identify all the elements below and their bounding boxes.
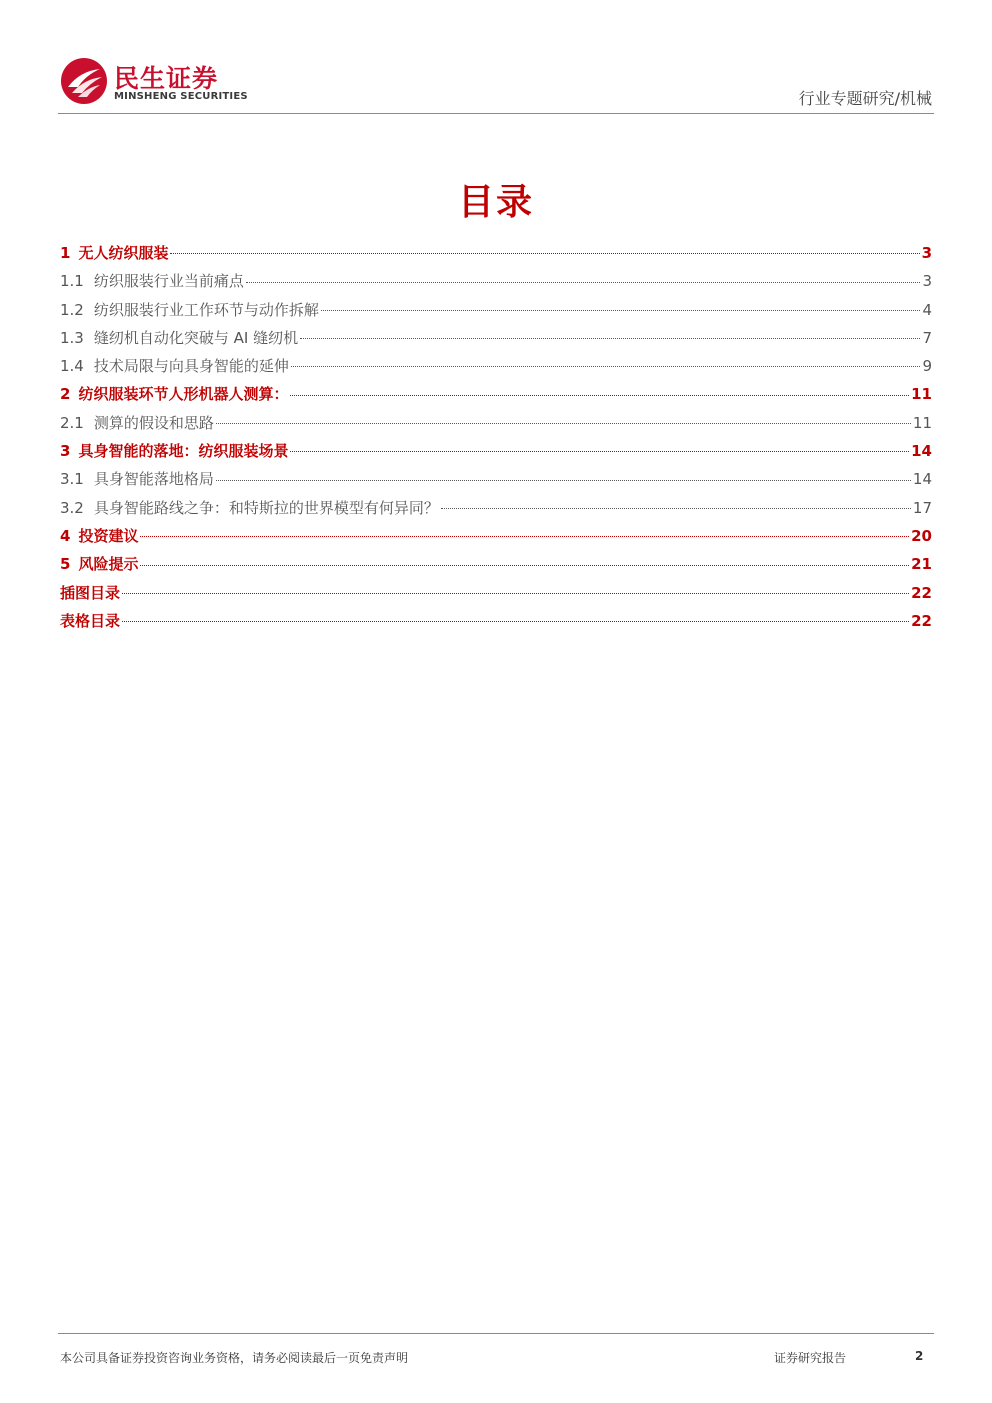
toc-entry-text: 测算的假设和思路 [93,413,214,432]
toc-entry[interactable] [60,550,932,578]
toc-entry-text: 风险提示 [78,555,139,574]
toc-entry-label [60,239,168,267]
footer-report-type: 证券研究报告 [774,1351,847,1365]
toc-entry-page: 3 [922,272,932,291]
toc-entry-number: 2 [60,385,71,404]
toc-entry-text: 插图目录 [60,583,121,602]
toc-dot-leader [122,620,909,622]
toc-entry-page: 22 [911,583,932,602]
logo-chinese-name: 民生证券 [114,64,219,93]
toc-dot-leader [290,450,909,452]
toc-entry[interactable] [60,352,932,380]
toc-entry-number: 1.3 [60,328,84,347]
toc-entry[interactable] [60,296,932,324]
toc-entry[interactable] [60,409,932,437]
logo-english-name: MINSHENG SECURITIES [114,91,248,102]
footer-disclaimer: 本公司具备证券投资咨询业务资格，请务必阅读最后一页免责声明 [60,1351,409,1365]
toc-entry-page: 7 [922,328,932,347]
toc-entry-label [60,550,138,578]
toc-dot-leader [246,281,921,283]
toc-entry-text: 表格目录 [60,611,121,630]
toc-entry-number: 5 [60,555,71,574]
toc-entry-text: 纺织服装环节人形机器人测算： [78,385,289,404]
toc-entry-text: 技术局限与向具身智能的延伸 [93,357,289,376]
toc-entry-text: 无人纺织服装 [78,244,169,262]
toc-dot-leader [170,252,919,254]
toc-entry-label [60,465,214,493]
toc-entry-label [60,579,120,607]
toc-dot-leader [291,365,921,367]
toc-entry-label [60,324,298,352]
toc-entry-text: 具身智能路线之争：和特斯拉的世界模型有何异同？ [93,498,439,517]
toc-entry-label [60,607,120,635]
toc-dot-leader [122,592,909,594]
toc-entry[interactable] [60,522,932,550]
minsheng-logo-icon [60,57,108,105]
toc-entry-label [60,409,214,437]
toc-entry-number: 4 [60,526,71,545]
company-logo [60,57,260,107]
toc-entry-number: 1.2 [60,300,84,319]
toc-entry-label [60,352,289,380]
toc-entry-page: 17 [912,498,932,517]
toc-entry-text: 具身智能的落地：纺织服装场景 [78,442,289,461]
table-of-contents [60,239,932,635]
toc-entry-page: 20 [911,526,932,545]
toc-entry-number: 3.2 [60,498,84,517]
toc-entry[interactable] [60,607,932,635]
toc-dot-leader [140,535,909,537]
toc-entry-page: 11 [912,413,932,432]
toc-entry-number: 2.1 [60,413,84,432]
toc-entry-page: 22 [911,611,932,630]
page-title: 目录 [457,182,534,223]
toc-entry[interactable] [60,437,932,465]
toc-entry-label [60,522,138,550]
toc-entry-page: 3 [921,244,932,262]
toc-entry-label [60,437,288,465]
report-category: 行业专题研究/机械 [798,89,932,108]
toc-entry-number: 1.1 [60,272,84,291]
footer-page-number: 2 [915,1349,924,1363]
toc-entry[interactable] [60,579,932,607]
toc-entry[interactable] [60,267,932,295]
toc-entry-text: 纺织服装行业工作环节与动作拆解 [93,300,319,319]
toc-entry[interactable] [60,324,932,352]
toc-entry[interactable] [60,380,932,408]
toc-entry-number: 1 [60,244,71,262]
toc-entry-text: 投资建议 [78,526,139,545]
toc-entry-text: 缝纫机自动化突破与 AI 缝纫机 [93,328,299,347]
toc-entry-page: 14 [911,442,932,461]
toc-entry-label [60,494,439,522]
toc-dot-leader [216,422,911,424]
toc-entry[interactable] [60,465,932,493]
toc-entry-page: 21 [911,555,932,574]
toc-entry-text: 纺织服装行业当前痛点 [93,272,244,291]
toc-dot-leader [321,309,921,311]
toc-entry-page: 11 [911,385,932,404]
toc-dot-leader [140,564,909,566]
toc-entry-label [60,380,288,408]
toc-dot-leader [300,337,920,339]
toc-dot-leader [441,507,911,509]
toc-entry-label [60,296,319,324]
toc-entry-page: 14 [912,470,932,489]
toc-entry-text: 具身智能落地格局 [93,470,214,489]
toc-entry-number: 1.4 [60,357,84,376]
toc-entry-page: 9 [922,357,932,376]
toc-entry-label [60,267,244,295]
toc-entry-number: 3.1 [60,470,84,489]
toc-entry[interactable] [60,494,932,522]
toc-entry-page: 4 [922,300,932,319]
toc-dot-leader [216,479,911,481]
toc-entry[interactable] [60,239,932,267]
toc-entry-number: 3 [60,442,71,461]
toc-dot-leader [290,394,909,396]
footer-divider [58,1333,934,1334]
header-divider [58,113,934,114]
